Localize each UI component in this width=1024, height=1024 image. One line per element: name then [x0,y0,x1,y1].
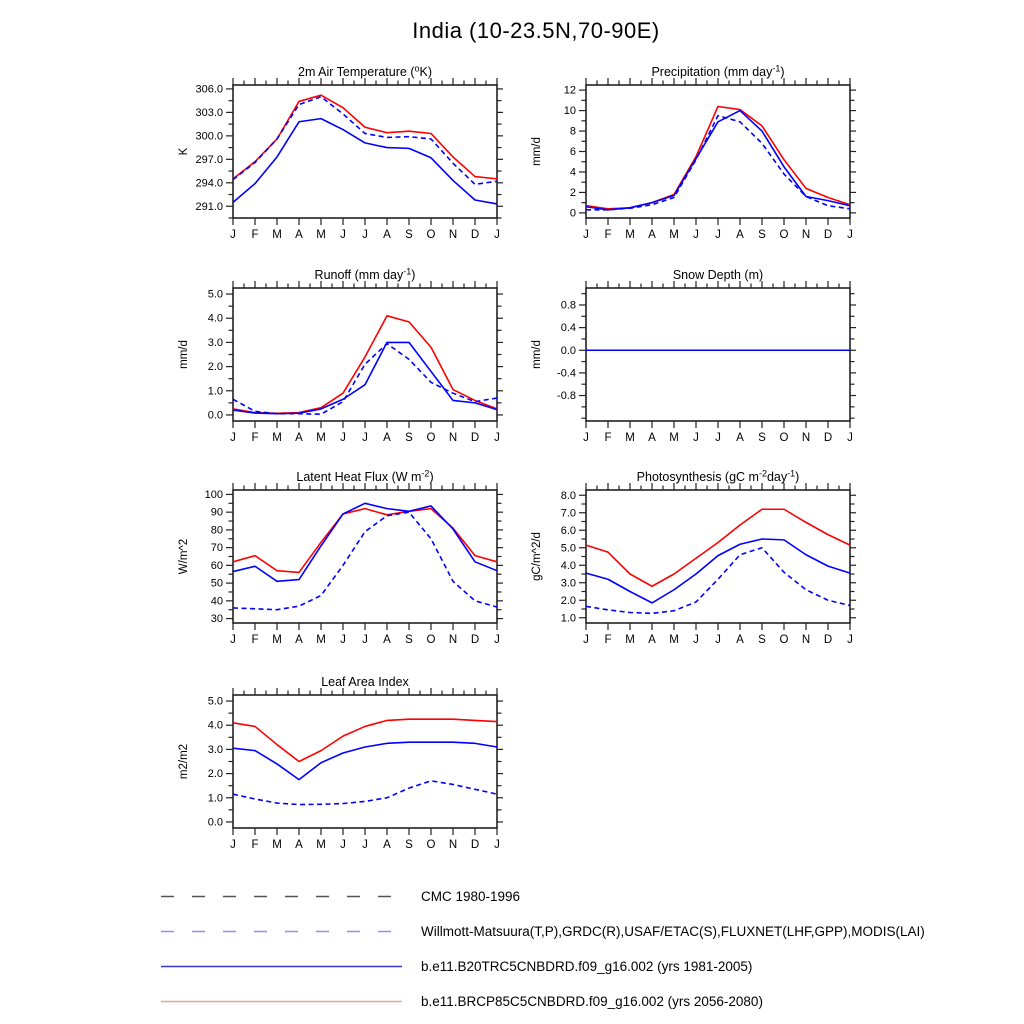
series-historical [233,342,497,413]
svg-text:J: J [583,432,589,444]
legend-label: CMC 1980-1996 [421,889,521,904]
svg-text:N: N [801,432,811,444]
svg-text:F: F [604,634,612,646]
svg-text:F: F [604,432,612,444]
svg-text:N: N [448,229,458,241]
series-obs [586,116,850,210]
chart-leaf-area-index [163,669,503,874]
svg-text:J: J [230,432,236,444]
series-rcp85 [233,95,497,179]
legend-label: Willmott-Matsuura(T,P),GRDC(R),USAF/ETAC(S),FLUXNET(LHF,GPP),MODIS(LAI) [421,924,925,939]
svg-text:F: F [251,839,259,851]
svg-text:M: M [272,432,282,444]
svg-text:M: M [316,229,326,241]
svg-text:1.0: 1.0 [560,612,576,625]
svg-text:J: J [847,634,853,646]
svg-text:S: S [758,634,766,646]
legend-line-obs-dashed [160,927,403,936]
series-rcp85 [233,719,497,761]
svg-text:F: F [251,432,259,444]
svg-text:2.0: 2.0 [560,594,576,607]
svg-text:N: N [801,634,811,646]
svg-text:A: A [736,432,744,444]
svg-text:J: J [494,432,500,444]
svg-text:F: F [604,229,612,241]
svg-text:4: 4 [569,166,576,179]
svg-text:J: J [693,229,699,241]
chart-title: Precipitation (mm day$^{-1}$) [651,63,785,79]
svg-text:J: J [340,634,346,646]
temperature-plot-svg [163,59,503,264]
y-axis-label: mm/d [531,137,543,166]
svg-text:J: J [847,432,853,444]
svg-text:J: J [494,634,500,646]
svg-text:60: 60 [210,559,223,572]
leaf-area-index-plot-svg [163,669,503,874]
svg-text:3.0: 3.0 [207,743,223,756]
svg-text:5.0: 5.0 [207,695,223,708]
svg-text:A: A [648,634,656,646]
chart-precipitation [516,59,856,264]
svg-text:F: F [251,634,259,646]
svg-text:J: J [494,839,500,851]
svg-text:M: M [272,839,282,851]
svg-text:D: D [470,432,480,444]
svg-text:6.0: 6.0 [560,524,576,537]
series-rcp85 [233,316,497,413]
svg-text:M: M [272,634,282,646]
svg-text:J: J [715,229,721,241]
svg-text:S: S [405,634,413,646]
series-rcp85 [586,509,850,586]
svg-text:D: D [823,432,833,444]
svg-text:7.0: 7.0 [560,507,576,520]
svg-text:J: J [362,229,368,241]
series-historical [233,742,497,779]
legend-label: b.e11.BRCP85C5CNBDRD.f09_g16.002 (yrs 2056-2080) [421,994,763,1009]
svg-text:D: D [823,634,833,646]
legend-entry-cmc [160,879,925,914]
svg-text:2.0: 2.0 [207,768,223,781]
svg-text:D: D [470,839,480,851]
svg-text:A: A [648,432,656,444]
series-obs [233,97,497,185]
snow-plot-svg [516,262,856,467]
precipitation-plot-svg [516,59,856,264]
svg-text:M: M [669,432,679,444]
svg-text:4.0: 4.0 [560,559,576,572]
svg-text:M: M [625,229,635,241]
svg-text:10: 10 [563,105,576,118]
svg-text:D: D [823,229,833,241]
svg-text:M: M [669,634,679,646]
chart-title: Photosynthesis (gC $m^{-2}day^{-1}$) [636,468,800,484]
svg-text:-0.8: -0.8 [557,390,576,403]
svg-text:S: S [758,229,766,241]
svg-text:300.0: 300.0 [195,130,223,143]
svg-text:J: J [362,634,368,646]
chart-title: Runoff (mm day$^{-1}$) [314,266,416,282]
svg-text:J: J [340,432,346,444]
svg-text:S: S [758,432,766,444]
series-obs [233,344,497,415]
svg-text:J: J [230,839,236,851]
svg-text:3.0: 3.0 [560,577,576,590]
svg-text:J: J [715,634,721,646]
svg-text:A: A [648,229,656,241]
svg-text:O: O [779,229,789,241]
svg-text:J: J [340,839,346,851]
series-obs [233,781,497,805]
legend-line-cmc-dashed [160,892,403,901]
svg-text:M: M [625,634,635,646]
svg-text:J: J [847,229,853,241]
y-axis-label: K [178,147,190,156]
svg-text:5.0: 5.0 [207,288,223,301]
svg-text:M: M [316,634,326,646]
chart-title: Latent Heat Flux (W $m^{-2}$) [296,468,434,484]
y-axis-label: m2/m2 [178,743,190,780]
svg-text:J: J [693,432,699,444]
svg-text:A: A [736,229,744,241]
svg-text:4.0: 4.0 [207,312,223,325]
latent-heat-flux-plot-svg [163,464,503,669]
svg-text:70: 70 [210,542,223,555]
chart-snow-depth [516,262,856,467]
svg-text:J: J [340,229,346,241]
svg-text:0: 0 [569,207,576,220]
svg-text:J: J [583,634,589,646]
legend-entry-historical-run [160,949,925,984]
svg-text:M: M [316,432,326,444]
svg-text:O: O [426,432,436,444]
y-axis-label: mm/d [531,340,543,369]
svg-text:A: A [383,839,391,851]
svg-text:8.0: 8.0 [560,489,576,502]
legend-line-rcp85-solid [160,997,403,1006]
svg-text:A: A [295,634,303,646]
svg-text:50: 50 [210,577,223,590]
svg-text:J: J [362,839,368,851]
photosynthesis-plot-svg [516,464,856,669]
svg-text:S: S [405,839,413,851]
svg-text:O: O [426,634,436,646]
svg-text:A: A [295,229,303,241]
svg-text:O: O [779,634,789,646]
svg-text:O: O [779,432,789,444]
svg-text:3.0: 3.0 [207,336,223,349]
svg-text:30: 30 [210,613,223,626]
y-axis-label: gC/m^2/d [531,532,543,581]
svg-text:M: M [316,839,326,851]
svg-text:A: A [383,432,391,444]
svg-text:2.0: 2.0 [207,361,223,374]
svg-text:1.0: 1.0 [207,385,223,398]
svg-text:J: J [362,432,368,444]
svg-text:6: 6 [569,146,576,158]
y-axis-label: W/m^2 [178,538,190,575]
svg-text:M: M [669,229,679,241]
svg-text:S: S [405,432,413,444]
svg-text:M: M [272,229,282,241]
svg-text:294.0: 294.0 [195,177,223,190]
svg-text:N: N [448,634,458,646]
legend [160,879,925,1019]
y-axis-label: mm/d [178,340,190,369]
series-historical [586,111,850,210]
figure-title: India (10-23.5N,70-90E) [412,18,660,43]
svg-text:A: A [736,634,744,646]
svg-text:J: J [494,229,500,241]
svg-text:D: D [470,229,480,241]
svg-text:80: 80 [210,524,223,537]
svg-text:100: 100 [204,488,223,501]
svg-text:O: O [426,229,436,241]
svg-text:J: J [583,229,589,241]
svg-text:D: D [470,634,480,646]
legend-entry-rcp85-run [160,984,925,1019]
chart-latent-heat-flux [163,464,503,669]
series-rcp85 [233,509,497,573]
chart-photosynthesis [516,464,856,669]
series-historical [586,539,850,603]
svg-text:N: N [448,432,458,444]
svg-text:M: M [625,432,635,444]
legend-label: b.e11.B20TRC5CNBDRD.f09_g16.002 (yrs 1981-2005) [421,959,753,974]
svg-text:303.0: 303.0 [195,106,223,119]
chart-title: 2m Air Temperature ($^o$K) [298,63,432,79]
chart-2m-air-temperature [163,59,503,264]
svg-text:J: J [230,229,236,241]
svg-text:0.4: 0.4 [560,322,576,335]
series-historical [233,503,497,581]
svg-text:-0.4: -0.4 [557,367,576,380]
svg-text:A: A [383,229,391,241]
svg-text:F: F [251,229,259,241]
svg-text:0.0: 0.0 [207,409,223,422]
svg-text:1.0: 1.0 [207,792,223,805]
svg-text:A: A [383,634,391,646]
svg-text:12: 12 [563,84,576,97]
series-obs [233,512,497,610]
runoff-plot-svg [163,262,503,467]
svg-text:297.0: 297.0 [195,153,223,166]
svg-text:8: 8 [569,125,576,138]
legend-entry-observations [160,914,925,949]
svg-text:5.0: 5.0 [560,542,576,555]
svg-text:40: 40 [210,595,223,608]
svg-text:306.0: 306.0 [195,83,223,96]
svg-text:J: J [693,634,699,646]
svg-text:4.0: 4.0 [207,719,223,732]
svg-text:J: J [230,634,236,646]
legend-line-historical-solid [160,962,403,971]
chart-title: Snow Depth (m) [672,268,764,282]
svg-text:N: N [801,229,811,241]
svg-text:291.0: 291.0 [195,200,223,213]
svg-text:S: S [405,229,413,241]
svg-text:0.0: 0.0 [560,344,576,357]
svg-text:A: A [295,432,303,444]
chart-title: Leaf Area Index [321,675,409,689]
svg-text:0.8: 0.8 [560,299,576,312]
svg-text:J: J [715,432,721,444]
svg-text:O: O [426,839,436,851]
chart-runoff [163,262,503,467]
svg-text:0.0: 0.0 [207,816,223,829]
svg-text:N: N [448,839,458,851]
svg-text:A: A [295,839,303,851]
svg-text:2: 2 [569,186,576,199]
svg-text:90: 90 [210,506,223,519]
